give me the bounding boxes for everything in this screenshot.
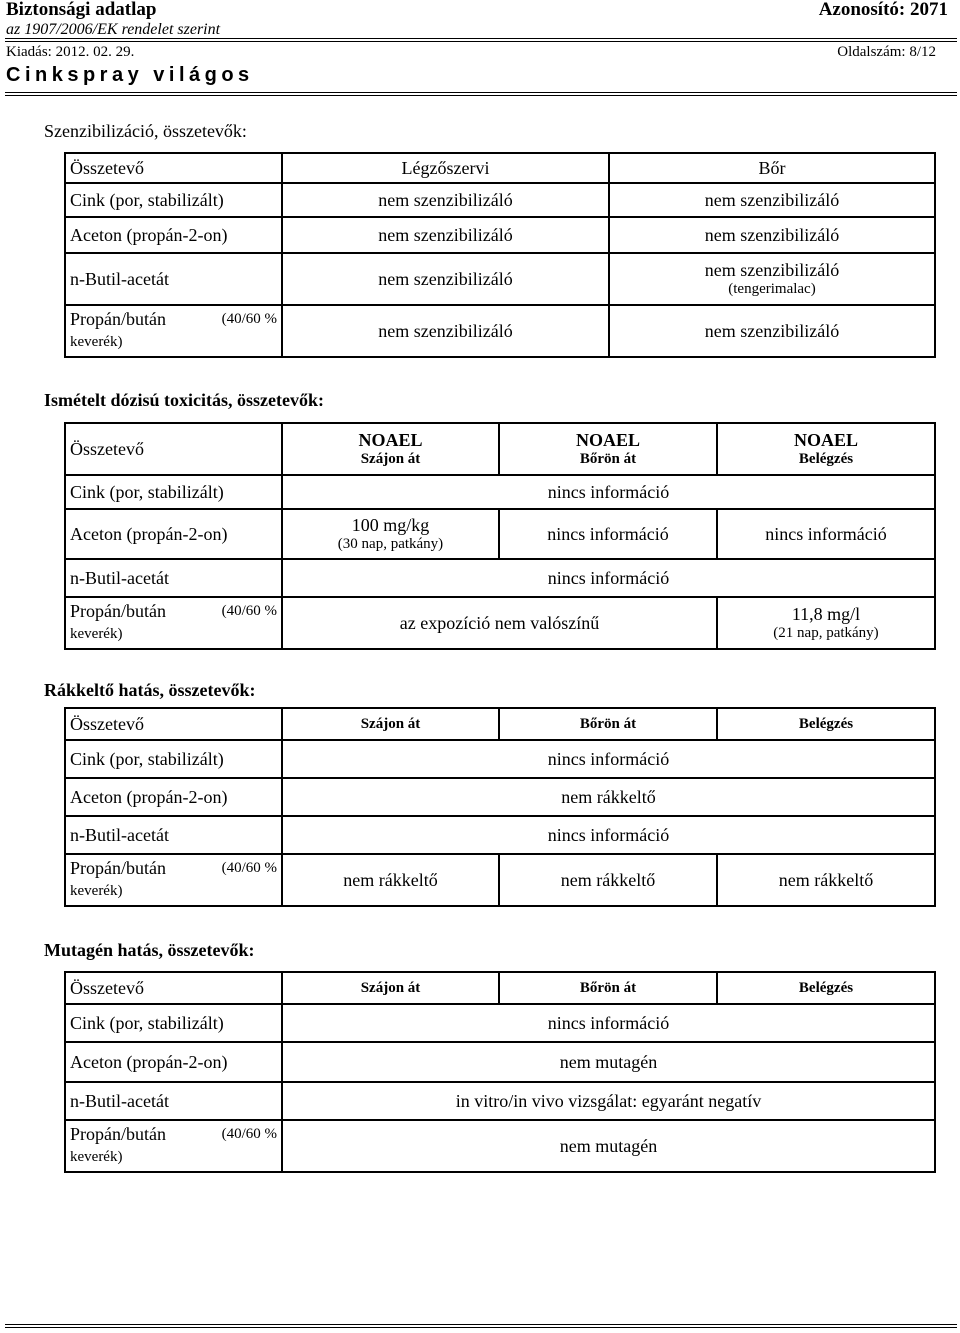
header-divider-top [5, 38, 957, 42]
repeated-dose-table [64, 422, 936, 650]
component-name: Aceton (propán-2-on) [65, 217, 282, 253]
carcinogenic-table [64, 707, 936, 907]
component-name: Aceton (propán-2-on) [65, 1042, 282, 1082]
table-row [65, 183, 935, 217]
skin-value: nem szenzibilizáló [609, 183, 935, 217]
regulation-reference: az 1907/2006/EK rendelet szerint [6, 21, 221, 38]
skin-test-species: (tengerimalac) [728, 281, 816, 297]
column-subheader: Szájon át [360, 451, 421, 467]
column-header: Belégzés [717, 972, 935, 1004]
inhalation-noael-note: (21 nap, patkány) [773, 625, 879, 641]
component-name: Propán/bután [70, 601, 166, 621]
respiratory-value: nem szenzibilizáló [282, 217, 609, 253]
table-header-row [65, 972, 935, 1004]
table-row [65, 253, 935, 305]
component-name: Aceton (propán-2-on) [65, 509, 282, 559]
page-number: Oldalszám: 8/12 [837, 44, 936, 60]
page-header [0, 0, 960, 95]
skin-value: nem szenzibilizáló [609, 217, 935, 253]
oral-value: nem rákkeltő [282, 854, 499, 906]
component-name: Propán/bután [70, 1124, 166, 1144]
mixture-label: keverék) [70, 626, 123, 642]
table-row [65, 305, 935, 357]
component-name: Propán/bután [70, 858, 166, 878]
column-header: Bőr [609, 153, 935, 183]
table-row [65, 778, 935, 816]
table-row [65, 1042, 935, 1082]
table-header-row [65, 708, 935, 740]
section-title-carcinogenic: Rákkeltő hatás, összetevők: [44, 680, 256, 700]
respiratory-value: nem szenzibilizáló [282, 253, 609, 305]
oral-noael-note: (30 nap, patkány) [337, 536, 444, 552]
table-row [65, 740, 935, 778]
column-subheader: Belégzés [798, 451, 854, 467]
dermal-value: nem rákkeltő [499, 854, 717, 906]
component-name: Cink (por, stabilizált) [65, 740, 282, 778]
mixture-ratio: (40/60 % [221, 860, 277, 876]
mixture-label: keverék) [70, 1149, 123, 1165]
component-name: n-Butil-acetát [65, 1082, 282, 1120]
merged-value: nem mutagén [282, 1042, 935, 1082]
document-identifier: Azonosító: 2071 [818, 0, 948, 20]
mixture-ratio: (40/60 % [221, 311, 277, 327]
merged-value: nem mutagén [282, 1120, 935, 1172]
column-header: Szájon át [282, 972, 499, 1004]
component-name: n-Butil-acetát [65, 253, 282, 305]
table-row [65, 559, 935, 597]
sensitisation-table [64, 152, 936, 358]
section-title-mutagenic: Mutagén hatás, összetevők: [44, 940, 255, 960]
table-row [65, 509, 935, 559]
column-header: Összetevő [65, 423, 282, 475]
component-name: Aceton (propán-2-on) [65, 778, 282, 816]
skin-value: nem szenzibilizáló [609, 305, 935, 357]
column-header: Bőrön át [499, 972, 717, 1004]
footer-divider [5, 1324, 957, 1328]
mixture-label: keverék) [70, 883, 123, 899]
component-name: Cink (por, stabilizált) [65, 475, 282, 509]
column-header: NOAEL [358, 430, 423, 450]
issue-date: Kiadás: 2012. 02. 29. [6, 44, 135, 60]
component-name: n-Butil-acetát [65, 816, 282, 854]
column-header: NOAEL [575, 430, 640, 450]
mixture-ratio: (40/60 % [221, 603, 277, 619]
oral-dermal-value: az expozíció nem valószínű [282, 597, 717, 649]
section-title-repeated-dose: Ismételt dózisú toxicitás, összetevők: [44, 390, 324, 410]
table-row [65, 597, 935, 649]
table-header-row [65, 153, 935, 183]
table-row [65, 217, 935, 253]
table-row [65, 854, 935, 906]
merged-value: nincs információ [282, 1004, 935, 1042]
merged-value: nincs információ [282, 816, 935, 854]
table-header-row [65, 423, 935, 475]
respiratory-value: nem szenzibilizáló [282, 183, 609, 217]
document-type: Biztonsági adatlap [6, 0, 157, 20]
product-name: Cinkspray világos [6, 64, 254, 86]
inhalation-noael-value: nincs információ [717, 509, 935, 559]
column-header: Összetevő [65, 708, 282, 740]
merged-value: nincs információ [282, 740, 935, 778]
oral-noael-value: 100 mg/kg [351, 515, 430, 535]
column-header: Összetevő [65, 153, 282, 183]
table-row [65, 1120, 935, 1172]
table-row [65, 1082, 935, 1120]
column-header: Légzőszervi [282, 153, 609, 183]
mutagenic-table [64, 971, 936, 1173]
column-subheader: Bőrön át [579, 451, 637, 467]
column-header: Bőrön át [499, 708, 717, 740]
column-header: NOAEL [793, 430, 858, 450]
mixture-ratio: (40/60 % [221, 1126, 277, 1142]
respiratory-value: nem szenzibilizáló [282, 305, 609, 357]
component-name: Cink (por, stabilizált) [65, 183, 282, 217]
column-header: Szájon át [282, 708, 499, 740]
table-row [65, 475, 935, 509]
column-header: Összetevő [65, 972, 282, 1004]
component-name: Cink (por, stabilizált) [65, 1004, 282, 1042]
dermal-noael-value: nincs információ [499, 509, 717, 559]
component-name: n-Butil-acetát [65, 559, 282, 597]
mixture-label: keverék) [70, 334, 123, 350]
merged-value: in vitro/in vivo vizsgálat: egyaránt negatív [282, 1082, 935, 1120]
component-name: Propán/bután [70, 309, 166, 329]
merged-value: nem rákkeltő [282, 778, 935, 816]
table-row [65, 1004, 935, 1042]
merged-value: nincs információ [282, 475, 935, 509]
merged-value: nincs információ [282, 559, 935, 597]
column-header: Belégzés [717, 708, 935, 740]
table-row [65, 816, 935, 854]
section-title-sensitisation: Szenzibilizáció, összetevők: [44, 121, 247, 141]
inhalation-noael-value: 11,8 mg/l [791, 604, 861, 624]
header-divider-bottom [5, 92, 957, 96]
skin-value: nem szenzibilizáló [704, 260, 840, 280]
inhalation-value: nem rákkeltő [717, 854, 935, 906]
